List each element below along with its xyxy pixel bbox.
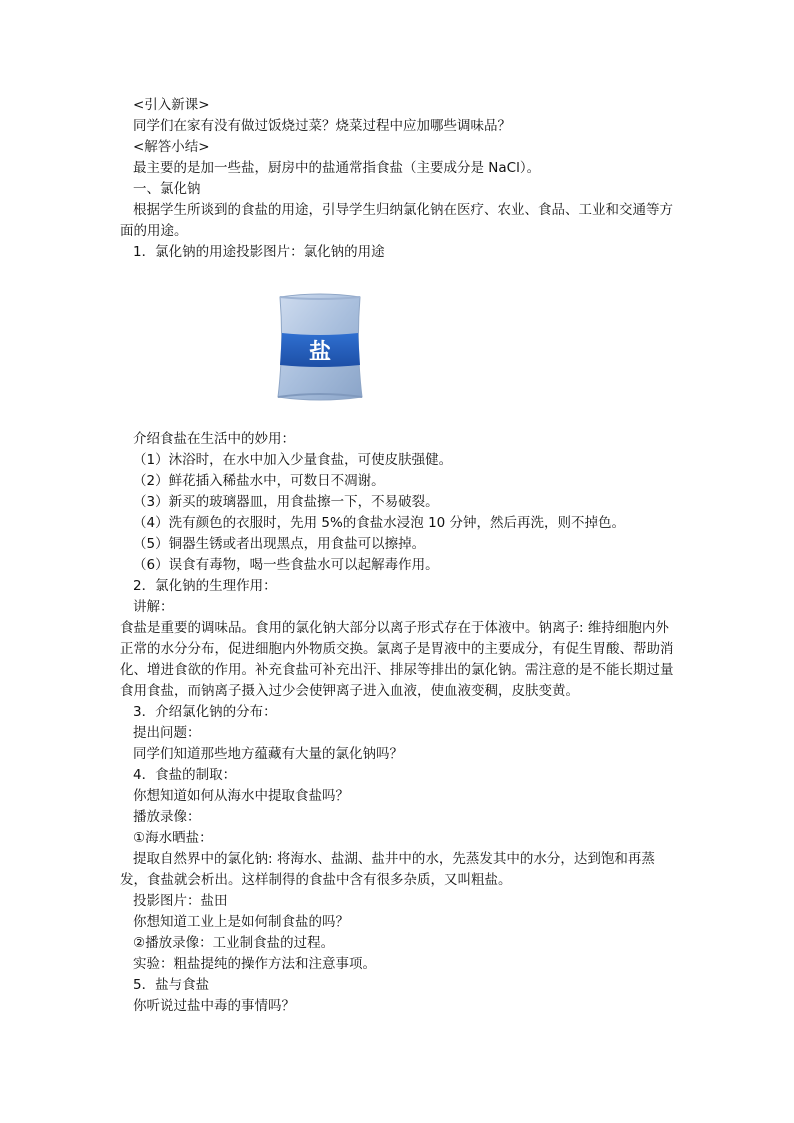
guide-paragraph: 根据学生所谈到的食盐的用途，引导学生归纳氯化钠在医疗、农业、食品、工业和交通等方面的用途。 (120, 202, 673, 239)
uses-intro: 介绍食盐在生活中的妙用： (133, 431, 295, 447)
use-item: （1）沐浴时，在水中加入少量食盐，可使皮肤强健。 (133, 452, 453, 468)
use-item: （5）铜器生锈或者出现黑点，用食盐可以擦掉。 (133, 536, 426, 552)
sea-question: 你想知道如何从海水中提取食盐吗？ (133, 788, 349, 804)
use-item: （3）新买的玻璃器皿，用食盐擦一下，不易破裂。 (133, 494, 439, 510)
ask-text: 同学们知道那些地方蕴藏有大量的氯化钠吗？ (133, 746, 403, 762)
use-item: （4）洗有颜色的衣服时，先用 5%的食盐水浸泡 10 分钟，然后再洗，则不掉色。 (133, 515, 626, 531)
industry-question: 你想知道工业上是如何制食盐的吗？ (133, 914, 349, 930)
item4-heading: 4．食盐的制取： (133, 767, 237, 783)
video2-text: ②播放录像：工业制食盐的过程。 (133, 935, 335, 951)
bag-label: 盐 (308, 340, 332, 365)
item5-heading: 5．盐与食盐 (133, 977, 210, 993)
explain-label: 讲解： (133, 599, 174, 615)
item1-heading: 1．氯化钠的用途投影图片：氯化钠的用途 (133, 244, 385, 260)
experiment-text: 实验：粗盐提纯的操作方法和注意事项。 (133, 956, 376, 972)
extract-paragraph: 提取自然界中的氯化钠: 将海水、盐湖、盐井中的水，先蒸发其中的水分，达到饱和再蒸发，食盐就会析出。这样制得的食盐中含有很多杂质，又叫粗盐。 (120, 851, 655, 888)
answer-text: 最主要的是加一些盐，厨房中的盐通常指食盐（主要成分是 NaCl）。 (133, 160, 541, 176)
salt-bag-image (272, 291, 368, 403)
explain-paragraph: 食盐是重要的调味品。食用的氯化钠大部分以离子形式存在于体液中。钠离子: 维持细胞内外正常的水分分布，促进细胞内外物质交换。氯离子是胃液中的主要成分，有促生胃酸、帮助消化、增进食欲的作用。补充食盐可补充出汗、排尿等排出的氯化钠。需注意的是不能长期过量食用食盐，而钠离子摄入过少会使钾离子进入血液，使血液变稠，皮肤变黄。 (120, 620, 674, 699)
ask-label: 提出问题： (133, 725, 201, 741)
section-title: 一、氯化钠 (133, 181, 201, 197)
play-video-label: 播放录像： (133, 809, 201, 825)
answer-header: <解答小结> (133, 139, 210, 155)
intro-header: <引入新课> (133, 97, 210, 113)
item3-heading: 3．介绍氯化钠的分布： (133, 704, 277, 720)
intro-question: 同学们在家有没有做过饭烧过菜？烧菜过程中应加哪些调味品？ (133, 118, 511, 134)
use-item: （6）误食有毒物，喝一些食盐水可以起解毒作用。 (133, 557, 439, 573)
sea-salt-label: ①海水晒盐： (133, 830, 213, 846)
poison-question: 你听说过盐中毒的事情吗？ (133, 998, 295, 1014)
project-label: 投影图片：盐田 (133, 893, 228, 909)
item2-heading: 2．氯化钠的生理作用： (133, 578, 277, 594)
use-item: （2）鲜花插入稀盐水中，可数日不凋谢。 (133, 473, 385, 489)
